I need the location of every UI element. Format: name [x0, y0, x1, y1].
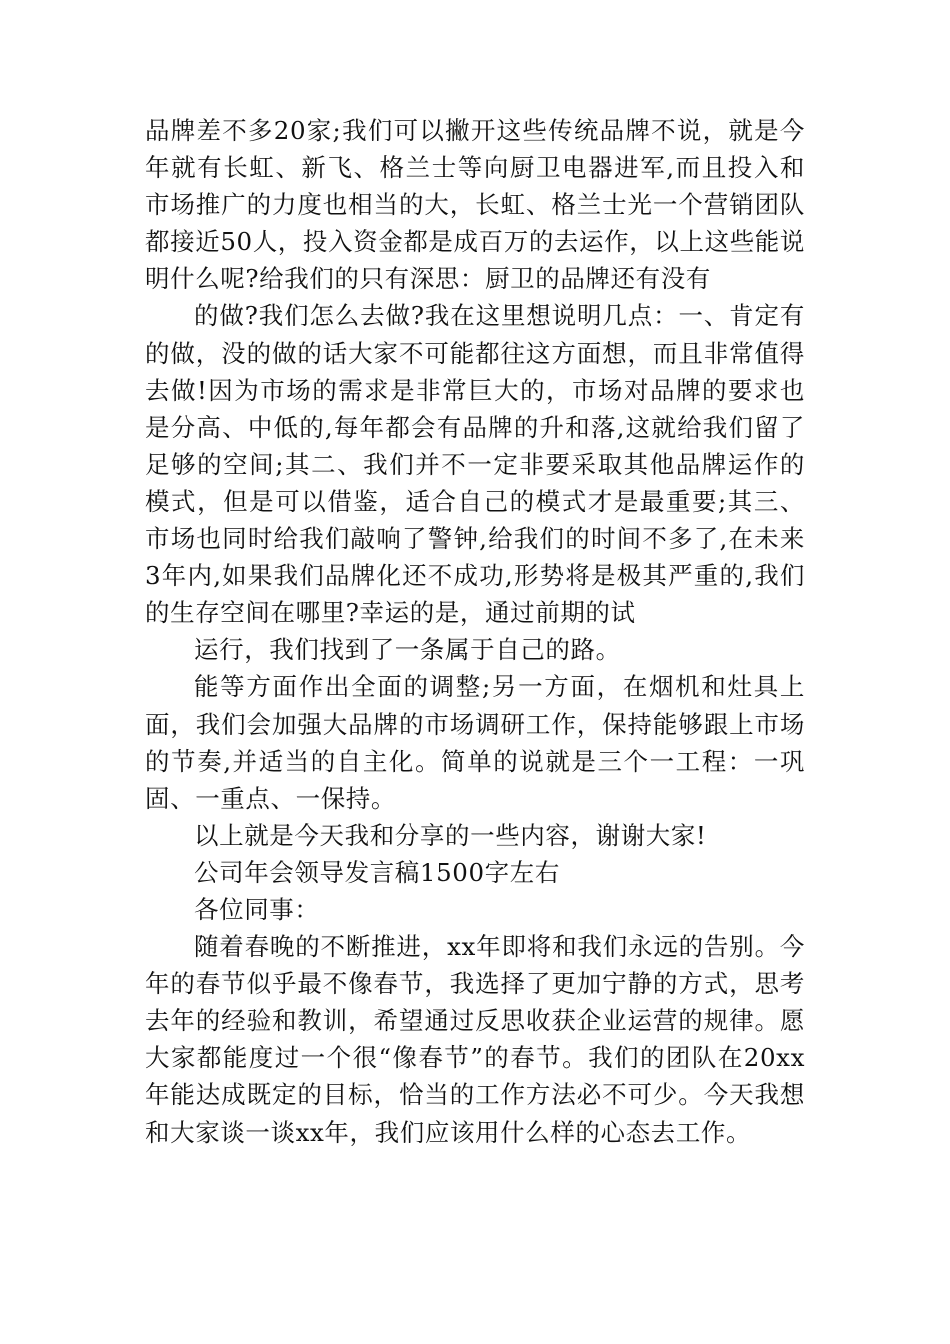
salutation: 各位同事： [194, 894, 320, 924]
paragraph-8: 随着春晚的不断推进，xx年即将和我们永远的告别。今年的春节似乎最不像春节，我选择了更加宁静的方式，思考去年的经验和教训，希望通过反思收获企业运营的规律。愿大家都能度过一个很“像春节”的春节。我们的团队在20xx年能达成既定的目标，恰当的工作方法必不可少。今天我想和大家谈一谈xx年，我们应该用什么样的心态去工作。 [145, 932, 805, 1147]
speech-title: 公司年会领导发言稿1500字左右 [194, 857, 560, 887]
paragraph-4: 能等方面作出全面的调整;另一方面，在烟机和灶具上面，我们会加强大品牌的市场调研工作，保持能够跟上市场的节奏,并适当的自主化。简单的说就是三个一工程：一巩固、一重点、一保持。 [145, 672, 805, 813]
document-body [145, 112, 805, 1151]
paragraph-5: 以上就是今天我和分享的一些内容，谢谢大家! [194, 820, 707, 850]
paragraph-2: 的做?我们怎么去做?我在这里想说明几点：一、肯定有的做，没的做的话大家不可能都往这方面想，而且非常值得去做!因为市场的需求是非常巨大的，市场对品牌的要求也是分高、中低的,每年都会有品牌的升和落,这就给我们留了足够的空间;其二、我们并不一定非要采取其他品牌运作的模式，但是可以借鉴，适合自己的模式才是最重要;其三、市场也同时给我们敲响了警钟,给我们的时间不多了,在未来3年内,如果我们品牌化还不成功,形势将是极其严重的,我们的生存空间在哪里?幸运的是，通过前期的试 [145, 301, 805, 628]
paragraph-3: 运行，我们找到了一条属于自己的路。 [194, 635, 621, 665]
paragraph-1: 品牌差不多20家;我们可以撇开这些传统品牌不说，就是今年就有长虹、新飞、格兰士等向厨卫电器进军,而且投入和市场推广的力度也相当的大，长虹、格兰士光一个营销团队都接近50人，投入资金都是成百万的去运作，以上这些能说明什么呢?给我们的只有深思：厨卫的品牌还有没有 [145, 116, 805, 294]
